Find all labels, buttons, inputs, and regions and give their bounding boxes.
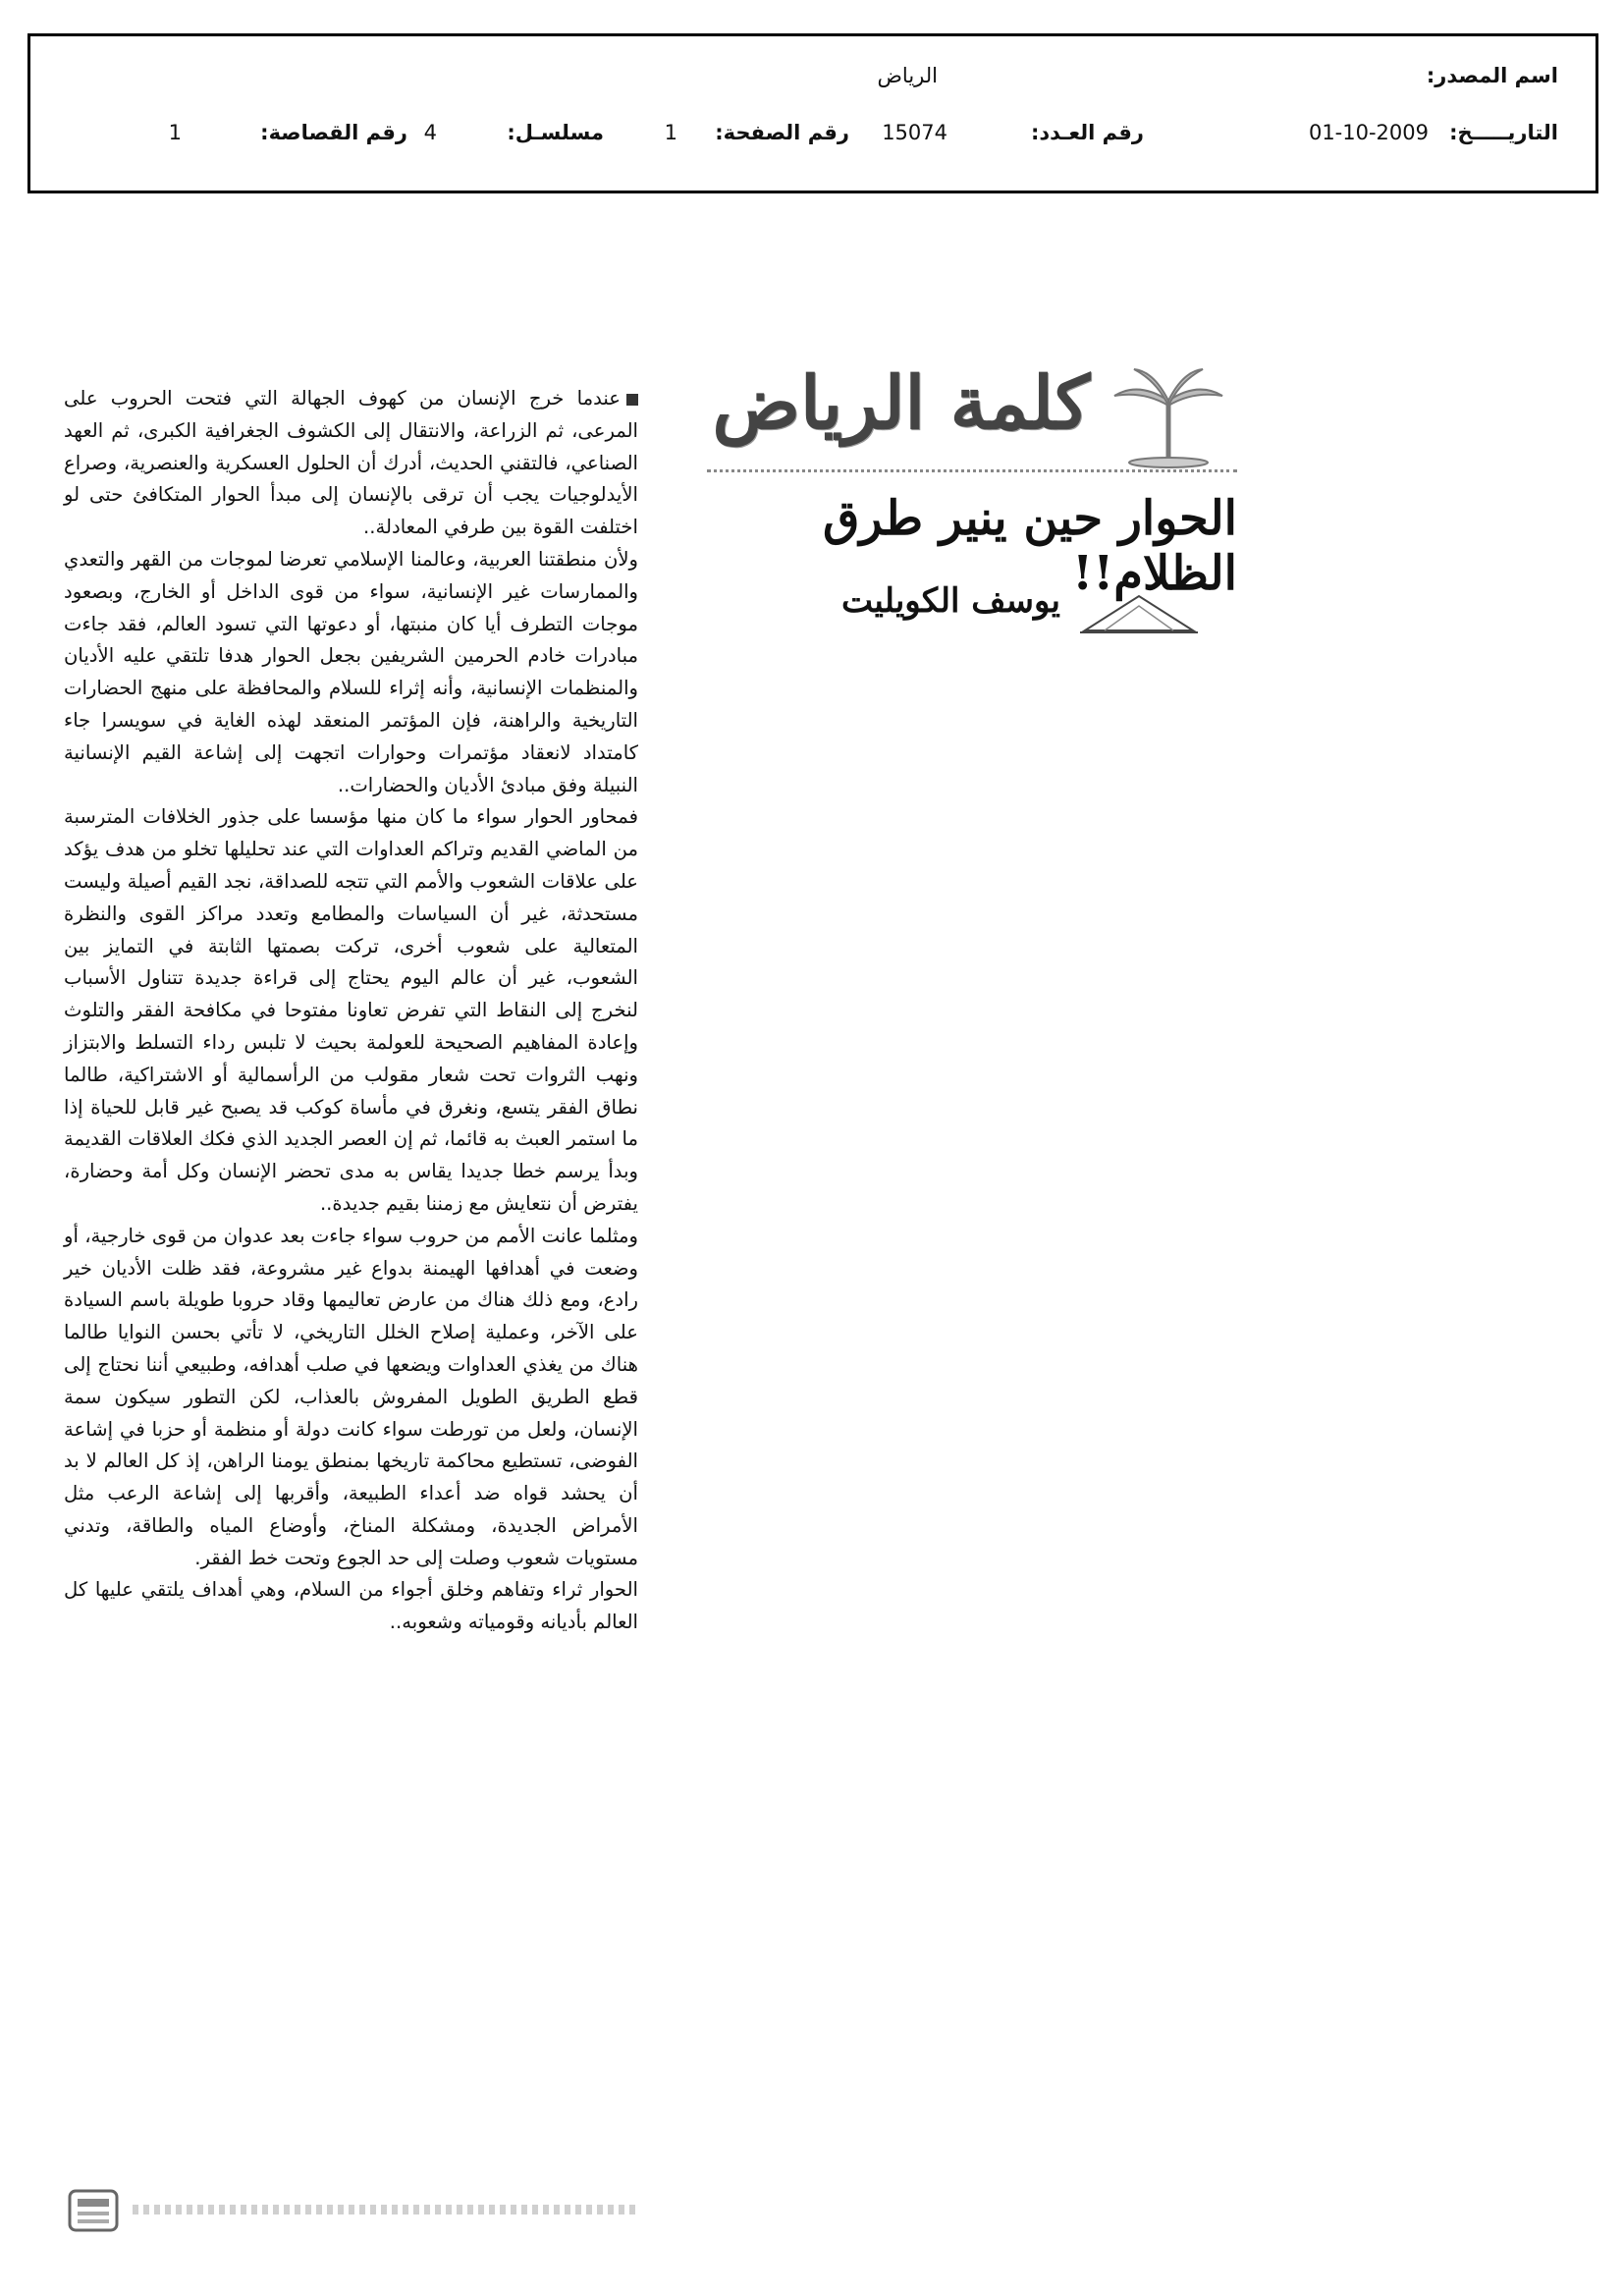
newspaper-stamp-icon (64, 2185, 123, 2236)
serial-value: 4 (423, 121, 437, 144)
date-label: التاريـــــخ: (1449, 121, 1558, 144)
masthead-divider (707, 469, 1237, 472)
article-paragraph: الحوار ثراء وتفاهم وخلق أجواء من السلام، وهي أهداف يلتقي عليها كل العالم بأديانه وقومياته وشعوبه.. (64, 1578, 638, 1634)
palm-tree-icon (1100, 361, 1237, 469)
date-value: 01-10-2009 (1308, 121, 1429, 144)
masthead-title: كلمة الرياض (712, 361, 1090, 446)
article-paragraph: عندما خرج الإنسان من كهوف الجهالة التي فتحت الحروب على المرعى، ثم الزراعة، والانتقال إلى الكشوف الجغرافية الكبرى، ثم العهد الصناعي، فالتقني الحديث، أدرك أن الحلول العسكرية والعنصرية، وصراع الأيدلوجيات يجب أن ترقى بالإنسان إلى مبدأ الحوار المتكافئ حتى لو اختلفت القوة بين طرفي المعادلة.. (64, 387, 638, 539)
article-body (64, 383, 638, 1639)
pyramid-ornament-icon (1080, 591, 1198, 635)
issue-label: رقم العـدد: (1030, 121, 1144, 144)
source-value: الرياض (877, 64, 938, 87)
article-paragraph: ومثلما عانت الأمم من حروب سواء جاءت بعد عدوان من قوى خارجية، أو وضعت في أهدافها الهيمنة بدواع غير مشروعة، فقد ظلت الأديان خير رادع، ومع ذلك هناك من عارض تعاليمها وقاد حروبا طويلة باسم السيادة على الآخر، وعملية إصلاح الخلل التاريخي، لا تأتي بحسن النوايا طالما هناك من يغذي العداوات ويضعها في صلب أهدافه، وطبيعي أننا نحتاج إلى قطع الطريق الطويل المفروش بالعذاب، لكن التطور سيكون سمة الإنسان، ولعل من تورطت سواء كانت دولة أو منظمة أو حزبا في إشاعة الفوضى، تستطيع محاكمة تاريخها بمنطق يومنا الراهن، إذ كل العالم لا بد أن يحشد قواه ضد أعداء الطبيعة، وأقربها إلى إشاعة الرعب مثل الأمراض الجديدة، ومشكلة المناخ، وأوضاع المياه والطاقة، وتدني مستويات شعوب وصلت إلى حد الجوع وتحت خط الفقر. (64, 1224, 638, 1569)
page-value: 1 (664, 121, 677, 144)
footer-noise-stripe (133, 2205, 638, 2214)
issue-value: 15074 (882, 121, 947, 144)
column-masthead (707, 361, 1237, 479)
clip-value: 1 (168, 121, 182, 144)
bullet-square-icon (626, 394, 638, 406)
serial-label: مسلسـل: (507, 121, 604, 144)
footer-mark (64, 2175, 638, 2234)
article-headline: الحوار حين ينير طرق الظلام!! (823, 491, 1237, 601)
page-label: رقم الصفحة: (715, 121, 849, 144)
metadata-box (27, 33, 1598, 193)
article-paragraph: ولأن منطقتنا العربية، وعالمنا الإسلامي تعرضا لموجات من القهر والتعدي والممارسات غير الإنسانية، سواء من قوى الداخل أو الخارج، وبصعود موجات التطرف أيا كان منبتها، أو دعوتها التي تسود العالم، فقد جاءت مبادرات خادم الحرمين الشريفين بجعل الحوار هدفا تلتقي عليه الأديان والمنظمات الإنسانية، وأنه إثراء للسلام والمحافظة على منهج الحضارات التاريخية والراهنة، فإن المؤتمر المنعقد لهذه الغاية في سويسرا جاء كامتداد لانعقاد مؤتمرات وحوارات اتجهت إلى إشاعة القيم الإنسانية النبيلة وفق مبادئ الأديان والحضارات.. (64, 547, 638, 796)
source-label: اسم المصدر: (1426, 64, 1558, 87)
clip-label: رقم القصاصة: (260, 121, 407, 144)
byline (707, 572, 1237, 640)
author-name: يوسف الكويليت (840, 581, 1060, 621)
article-paragraph: فمحاور الحوار سواء ما كان منها مؤسسا على جذور الخلافات المترسبة من الماضي القديم وتراكم العداوات التي عند تحليلها تخلو من هدف يؤكد على علاقات الشعوب والأمم التي تتجه للصداقة، نجد القيم أصيلة وليست مستحدثة، غير أن السياسات والمطامع وتعدد مراكز القوى والنظرة المتعالية على شعوب أخرى، تركت بصمتها الثابتة في التمايز بين الشعوب، غير أن عالم اليوم يحتاج إلى قراءة جديدة تتناول الأسباب لنخرج إلى النقاط التي تفرض تعاونا مفتوحا في مكافحة الفقر والتلوث وإعادة المفاهيم الصحيحة للعولمة بحيث لا تلبس رداء التسلط والابتزاز ونهب الثروات تحت شعار مقولب من الرأسمالية أو الاشتراكية، طالما نطاق الفقر يتسع، ونغرق في مأساة كوكب قد يصبح غير قابل للحياة إذا ما استمر العبث به قائما، ثم إن العصر الجديد الذي فكك العلاقات القديمة وبدأ يرسم خطا جديدا يقاس به مدى تحضر الإنسان وكل أمة وحضارة، يفترض أن نتعايش مع زمننا بقيم جديدة.. (64, 805, 638, 1215)
